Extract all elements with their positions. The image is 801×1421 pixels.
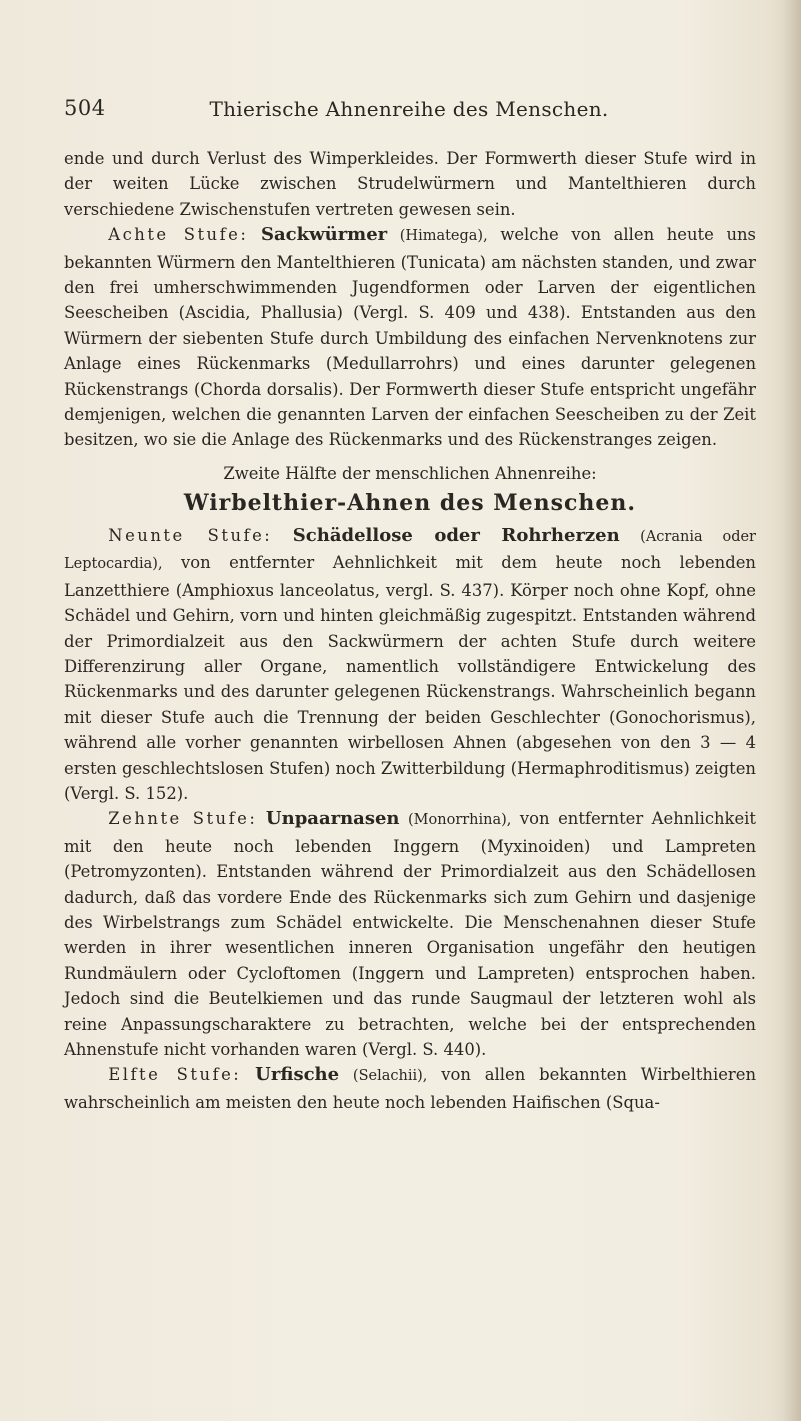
stage-9-latin: (Acrania oder Leptocardia),: [64, 528, 756, 573]
paragraph-1: [64, 146, 756, 222]
stage-9-label: Neunte Stufe:: [108, 525, 273, 545]
stage-10-label: Zehnte Stufe:: [108, 809, 258, 829]
stage-8-latin: (Himatega),: [399, 228, 488, 245]
running-title: Thierische Ahnenreihe des Menschen.: [209, 97, 609, 121]
section-subheading: Zweite Hälfte der menschlichen Ahnenreihe:: [223, 463, 597, 483]
stage-11-label: Elfte Stufe:: [108, 1065, 242, 1085]
stage-11-latin: (Selachii),: [352, 1068, 428, 1085]
stage-11-text: von allen bekannten Wirbelthieren wahrscheinlich am meisten den heute noch lebenden Haifischen (Squa-: [64, 1065, 757, 1112]
paragraph-stage-10: [64, 806, 756, 1062]
stage-9-text: von entfernter Aehnlichkeit mit dem heute noch lebenden Lanzetthiere (Amphioxus lanceolatus, vergl. S. 437). Körper noch ohne Kopf, ohne Schädel und Gehirn, vorn und hinten gleichmäßig zugespitzt. Entstanden während der Primordialzeit aus den Sackwürmern der achten Stufe durch weitere Differenzirung aller Organe, namentlich vollständigere Entwickelung des Rückenmarks und des darunter gelegenen Rückenstrangs. Wahrscheinlich begann mit dieser Stufe auch die Trennung der beiden Geschlechter (Gonochorismus), während alle vorher genannten wirbellosen Ahnen (abgesehen von den 3 — 4 ersten geschlechtslosen Stufen) noch Zwitterbildung (Hermaphroditismus) zeigten (Vergl. S. 152).: [64, 553, 756, 803]
page-header: [64, 96, 754, 126]
stage-11-name: Urfische: [255, 1064, 340, 1086]
page-number: 504: [64, 96, 106, 120]
stage-10-latin: (Monorrhina),: [408, 812, 512, 829]
section-heading: Wirbelthier-Ahnen des Menschen.: [183, 489, 637, 516]
text-block: [64, 146, 756, 1115]
paragraph-stage-11: [64, 1062, 756, 1115]
paragraph-stage-9: [64, 523, 756, 806]
paragraph-1-text: ende und durch Verlust des Wimperkleides. Der Formwerth dieser Stufe wird in der weiten Lücke zwischen Strudelwürmern und Mantelthieren durch verschiedene Zwischenstufen vertreten gewesen sein.: [64, 149, 756, 219]
stage-8-text: welche von allen heute uns bekannten Würmern den Mantelthieren (Tunicata) am nächsten standen, und zwar den frei umherschwimmenden Jugendformen oder Larven der eigentlichen Seescheiben (Ascidia, Phallusia) (Vergl. S. 409 und 438). Entstanden aus den Würmern der siebenten Stufe durch Umbildung des einfachen Nervenknotens zur Anlage eines Rückenmarks (Medullarrohrs) und eines darunter gelegenen Rückenstrangs (Chorda dorsalis). Der Formwerth dieser Stufe entspricht ungefähr demjenigen, welchen die genannten Larven der einfachen Seescheiben zu der Zeit besitzen, wo sie die Anlage des Rückenmarks und des Rückenstranges zeigen.: [64, 225, 756, 450]
stage-9-name: Schädellose oder Rohrherzen: [292, 524, 620, 546]
stage-8-name: Sackwürmer: [261, 224, 388, 246]
paragraph-stage-8: [64, 222, 756, 453]
stage-8-label: Achte Stufe:: [108, 225, 249, 245]
stage-10-name: Unpaarnasen: [265, 808, 400, 830]
page-edge-shadow: [783, 0, 801, 1421]
stage-10-text: von entfernter Aehnlichkeit mit den heute noch lebenden Inggern (Myxinoiden) und Lampreten (Petromyzonten). Entstanden während der Primordialzeit aus den Schädellosen dadurch, daß das vordere Ende des Rückenmarks sich zum Gehirn und dasjenige des Wirbelstrangs zum Schädel entwickelte. Die Menschenahnen dieser Stufe werden in ihrer wesentlichen inneren Organisation ungefähr den heutigen Rundmäulern oder Cycloftomen (Inggern und Lampreten) entsprochen haben. Jedoch sind die Beutelkiemen und das runde Saugmaul der letzteren wohl als reine Anpassungscharaktere zu betrachten, welche bei der entsprechenden Ahnenstufe nicht vorhanden waren (Vergl. S. 440).: [64, 809, 757, 1059]
